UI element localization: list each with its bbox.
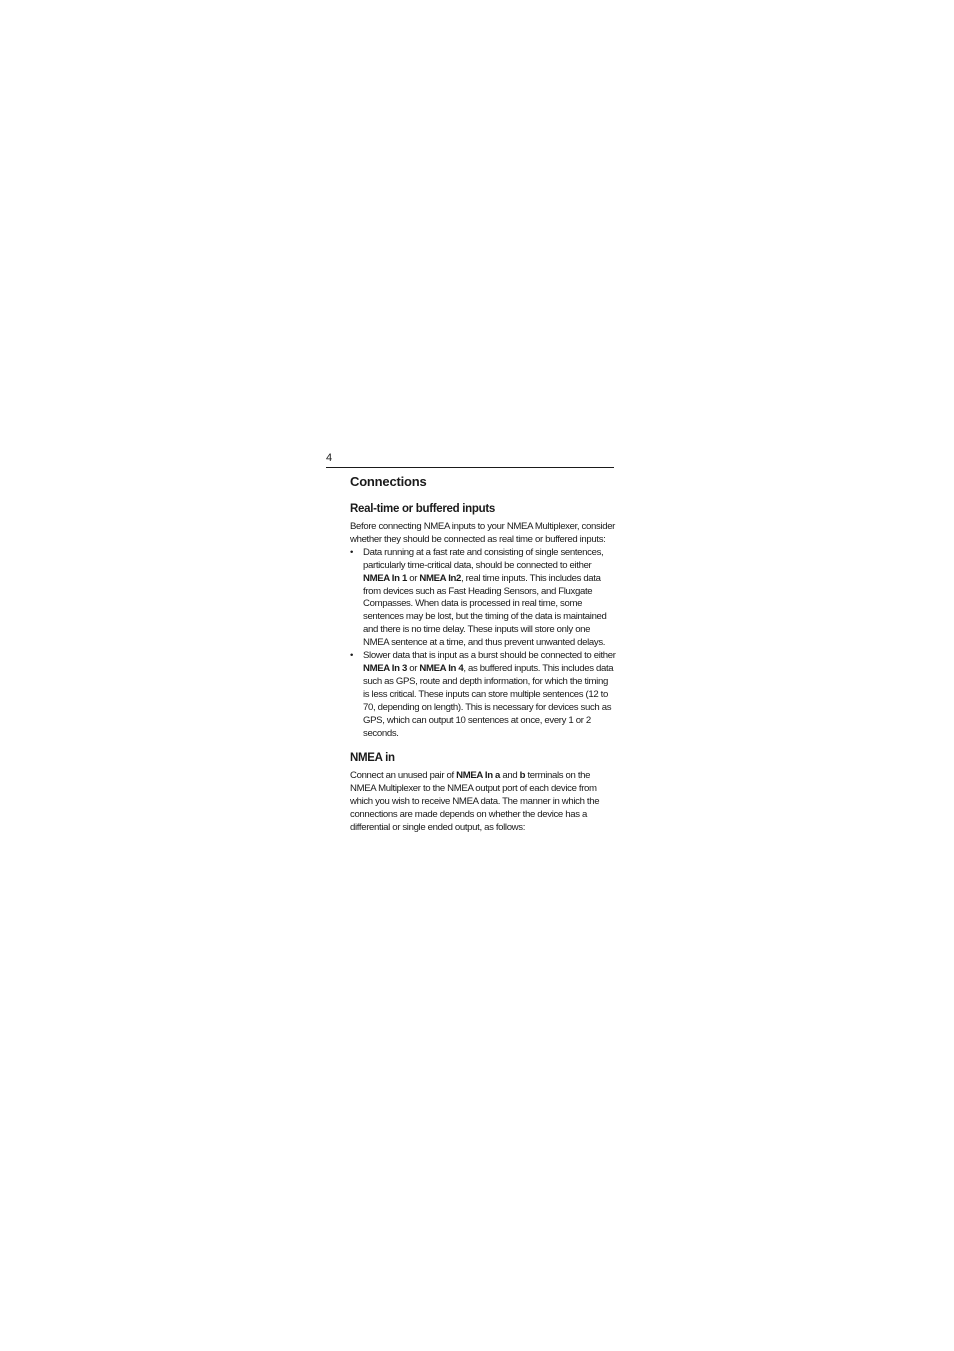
- terminal-name: b: [519, 770, 526, 782]
- list-item-text: Slower data that is input as a burst should be connected to either: [363, 650, 616, 662]
- terminal-name: NMEA In2: [419, 572, 462, 584]
- subsection-heading-realtime: Real-time or buffered inputs: [350, 503, 495, 515]
- header-rule: [326, 467, 614, 468]
- page-number: 4: [326, 452, 333, 464]
- subsection-heading-nmea-in: NMEA in: [350, 752, 395, 765]
- paragraph-text: and: [500, 770, 520, 782]
- list-item: [350, 547, 616, 650]
- terminal-name: NMEA In 4: [419, 662, 464, 674]
- terminal-name: NMEA In a: [456, 770, 501, 782]
- bullet-glyph: •: [350, 650, 354, 662]
- list-item-text: Data running at a fast rate and consisting of single sentences, particularly time-critical data, should be connected to either: [363, 546, 604, 571]
- realtime-bullet-list: [350, 547, 616, 741]
- paragraph-text: Connect an unused pair of: [350, 770, 457, 782]
- list-item-text: or: [406, 572, 420, 584]
- list-item: [350, 650, 616, 740]
- paragraph-text: terminals on the NMEA Multiplexer to the NMEA output port of each device from which you wish to receive NMEA data. The manner in which the connections are made depends on whether the device has a differential or single ended output, as follows:: [350, 770, 600, 834]
- page-content: [350, 474, 616, 835]
- list-item-text: or: [406, 662, 420, 674]
- list-item-text: , as buffered inputs. This includes data such as GPS, route and depth information, for which the timing is less critical. These inputs can store multiple sentences (12 to 70, depending on length). This is necessary for devices such as GPS, which can output 10 sentences at once, every 1 or 2 seconds.: [363, 662, 614, 739]
- nmea-in-paragraph: [350, 770, 616, 835]
- section-title: Connections: [350, 474, 427, 489]
- list-item-text: , real time inputs. This includes data from devices such as Fast Heading Sensors, and Fluxgate Compasses. When data is processed in real time, some sentences may be lost, but the timing of the data is maintained and there is no time delay. These inputs will store only one NMEA sentence at a time, and thus prevent unwanted delays.: [363, 572, 607, 649]
- bullet-glyph: •: [350, 546, 354, 558]
- realtime-intro-paragraph: Before connecting NMEA inputs to your NMEA Multiplexer, consider whether they should be connected as real time or buffered inputs:: [350, 521, 616, 545]
- terminal-name: NMEA In 1: [363, 572, 407, 584]
- terminal-name: NMEA In 3: [363, 662, 407, 674]
